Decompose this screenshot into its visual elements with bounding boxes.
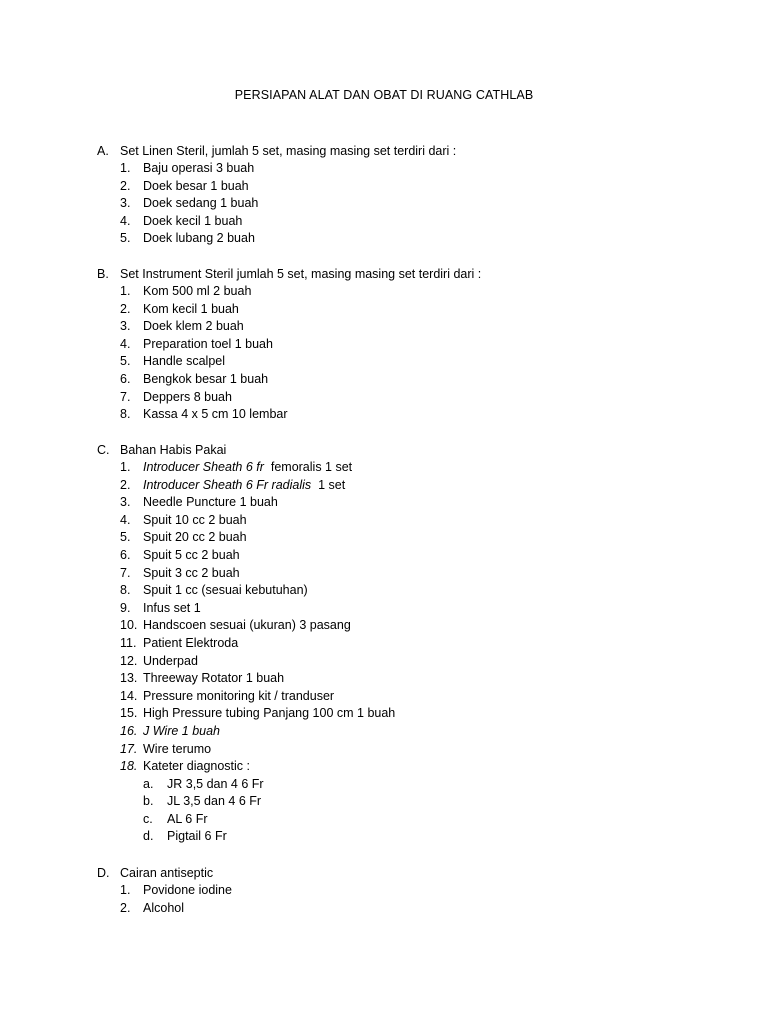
sub-item-letter: b. [143, 794, 154, 809]
sub-list-item [0, 811, 768, 829]
item-number: 14. [120, 688, 138, 703]
item-plain-text: femoralis 1 set [270, 460, 353, 474]
sub-list-item [0, 793, 768, 811]
item-number: 13. [120, 671, 138, 686]
item-text: Doek kecil 1 buah [143, 213, 243, 228]
list-item [0, 389, 768, 407]
item-number: 1. [120, 284, 131, 298]
item-plain-text: 1 set [318, 477, 346, 492]
item-number: 17. [120, 741, 138, 756]
list-item [0, 723, 768, 741]
sub-item-text: Pigtail 6 Fr [167, 829, 227, 844]
item-text: Spuit 10 cc 2 buah [143, 512, 247, 527]
item-text: Preparation toel 1 buah [143, 336, 273, 351]
item-text: J Wire 1 buah [143, 723, 221, 738]
item-text: Needle Puncture 1 buah [143, 495, 278, 510]
item-number: 8. [120, 583, 131, 598]
sub-list-item [0, 776, 768, 794]
section-heading [0, 142, 768, 160]
item-number: 2. [120, 477, 131, 492]
item-number: 7. [120, 389, 131, 404]
section-letter: C. [97, 443, 110, 457]
sub-list-item [0, 828, 768, 846]
item-number: 18. [120, 759, 138, 774]
list-item [0, 600, 768, 618]
item-number: 15. [120, 706, 138, 721]
item-number: 4. [120, 213, 131, 228]
sub-item-text: JR 3,5 dan 4 6 Fr [167, 776, 264, 791]
list-item [0, 336, 768, 354]
section-letter: D. [97, 866, 110, 880]
item-italic-text: Introducer Sheath 6 fr [143, 460, 264, 474]
list-item [0, 512, 768, 530]
item-number: 2. [120, 178, 131, 193]
item-number: 2. [120, 301, 131, 316]
item-text: Spuit 3 cc 2 buah [143, 565, 240, 580]
section-title: Bahan Habis Pakai [120, 443, 227, 457]
item-number: 3. [120, 495, 131, 510]
list-item [0, 705, 768, 723]
item-number: 12. [120, 653, 138, 668]
section-letter: A. [97, 144, 109, 158]
item-text: Patient Elektroda [143, 635, 239, 650]
sub-item-text: JL 3,5 dan 4 6 Fr [167, 794, 262, 809]
item-number: 5. [120, 231, 131, 246]
item-text: Threeway Rotator 1 buah [143, 671, 285, 686]
list-item [0, 230, 768, 248]
list-item [0, 494, 768, 512]
item-number: 1. [120, 883, 131, 897]
item-text: Alcohol [143, 900, 184, 915]
list-item [0, 617, 768, 635]
list-item [0, 653, 768, 671]
section-title: Cairan antiseptic [120, 866, 214, 880]
list-item [0, 670, 768, 688]
item-number: 4. [120, 512, 131, 527]
sub-item-letter: d. [143, 829, 154, 844]
section-title: Set Instrument Steril jumlah 5 set, masing masing set terdiri dari : [120, 267, 482, 281]
list-item [0, 406, 768, 424]
item-text: Deppers 8 buah [143, 389, 232, 404]
list-item [0, 688, 768, 706]
item-text: Doek lubang 2 buah [143, 231, 255, 246]
section-b [0, 265, 768, 424]
item-number: 5. [120, 354, 131, 369]
item-text: Spuit 1 cc (sesuai kebutuhan) [143, 583, 308, 598]
item-italic-text: Introducer Sheath 6 Fr radialis [143, 477, 312, 492]
item-text: Wire terumo [143, 741, 212, 756]
item-text [143, 477, 345, 495]
section-letter: B. [97, 267, 109, 281]
sub-item-text: AL 6 Fr [167, 811, 208, 826]
list-item [0, 900, 768, 918]
item-text: High Pressure tubing Panjang 100 cm 1 buah [143, 706, 396, 721]
list-item [0, 160, 768, 178]
list-item [0, 582, 768, 600]
list-item [0, 195, 768, 213]
list-item [0, 353, 768, 371]
item-text: Bengkok besar 1 buah [143, 371, 269, 386]
item-text: Handscoen sesuai (ukuran) 3 pasang [143, 618, 351, 633]
item-text: Spuit 20 cc 2 buah [143, 530, 247, 545]
item-text: Handle scalpel [143, 354, 225, 369]
list-item [0, 283, 768, 301]
list-item [0, 741, 768, 759]
item-number: 3. [120, 196, 131, 211]
list-item [0, 301, 768, 319]
section-heading [0, 864, 768, 882]
item-number: 16. [120, 723, 138, 738]
list-item [0, 178, 768, 196]
item-number: 8. [120, 407, 131, 422]
item-text: Kom kecil 1 buah [143, 301, 239, 316]
document-title: PERSIAPAN ALAT DAN OBAT DI RUANG CATHLAB [234, 88, 534, 102]
item-text: Spuit 5 cc 2 buah [143, 547, 240, 562]
list-item [0, 882, 768, 900]
section-c [0, 441, 768, 846]
item-number: 9. [120, 600, 131, 615]
item-text: Kom 500 ml 2 buah [143, 284, 252, 298]
item-number: 6. [120, 547, 131, 562]
section-heading [0, 265, 768, 283]
section-title: Set Linen Steril, jumlah 5 set, masing masing set terdiri dari : [120, 144, 457, 158]
item-text: Kateter diagnostic : [143, 759, 251, 774]
list-item [0, 213, 768, 231]
list-item [0, 635, 768, 653]
section-heading [0, 441, 768, 459]
list-item [0, 758, 768, 776]
sub-item-letter: c. [143, 811, 153, 826]
item-text: Doek sedang 1 buah [143, 196, 259, 211]
item-text: Doek besar 1 buah [143, 178, 249, 193]
item-number: 1. [120, 460, 131, 474]
section-a [0, 142, 768, 248]
item-text: Infus set 1 [143, 600, 201, 615]
item-text [143, 459, 352, 477]
item-text: Povidone iodine [143, 883, 232, 897]
list-item [0, 459, 768, 477]
list-item [0, 318, 768, 336]
item-number: 10. [120, 618, 138, 633]
list-item [0, 565, 768, 583]
item-text: Doek klem 2 buah [143, 319, 244, 334]
item-number: 1. [120, 161, 131, 175]
list-item [0, 371, 768, 389]
item-number: 5. [120, 530, 131, 545]
list-item [0, 547, 768, 565]
list-item [0, 529, 768, 547]
item-number: 11. [120, 635, 137, 650]
item-text: Baju operasi 3 buah [143, 161, 255, 175]
item-number: 4. [120, 336, 131, 351]
item-number: 6. [120, 371, 131, 386]
item-text: Underpad [143, 653, 198, 668]
item-number: 7. [120, 565, 131, 580]
sub-item-letter: a. [143, 776, 154, 791]
section-d [0, 864, 768, 917]
item-number: 3. [120, 319, 131, 334]
item-number: 2. [120, 900, 131, 915]
item-text: Kassa 4 x 5 cm 10 lembar [143, 407, 288, 422]
list-item [0, 477, 768, 495]
item-text: Pressure monitoring kit / tranduser [143, 688, 335, 703]
